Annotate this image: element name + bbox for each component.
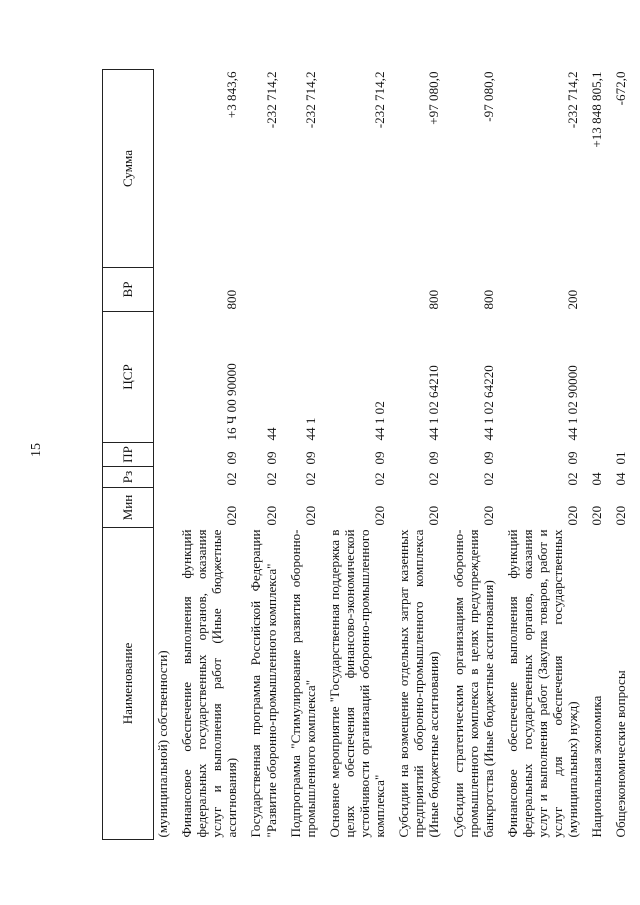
- table-row: [326, 70, 388, 840]
- row-sum: -232 714,2: [372, 71, 388, 129]
- row-pr: 09: [372, 451, 388, 465]
- row-sum: +13 848 805,1: [589, 71, 605, 148]
- row-vr: 200: [565, 289, 581, 310]
- row-min: [154, 488, 172, 528]
- row-vr: [612, 268, 629, 312]
- row-min: 020: [224, 505, 240, 526]
- row-pr: 01: [613, 451, 629, 465]
- row-min: 020: [589, 505, 605, 526]
- row-pr: 09: [224, 451, 240, 465]
- table-row: [154, 70, 172, 840]
- row-sum: -232 714,2: [565, 71, 581, 129]
- row-rz: 02: [302, 472, 318, 486]
- row-rz: 02: [565, 472, 581, 486]
- header-csr: ЦСР: [103, 312, 154, 443]
- row-sum: +97 080,0: [426, 71, 442, 125]
- table-row: [588, 70, 605, 840]
- row-pr: 09: [426, 451, 442, 465]
- row-min: 020: [565, 505, 581, 526]
- header-name: Наименование: [103, 528, 154, 840]
- row-sum: -232 714,2: [263, 71, 279, 129]
- row-name: Подпрограмма "Стимулирование развития оборонно-промышленного комплекса": [287, 529, 318, 838]
- row-rz: 04: [589, 472, 605, 486]
- row-pr: 09: [480, 451, 496, 465]
- row-sum: +3 843,6: [224, 71, 240, 119]
- row-pr: 09: [302, 451, 318, 465]
- row-csr: 44 1: [302, 417, 318, 441]
- row-rz: 04: [613, 472, 629, 486]
- row-name: (муниципальной) собственности): [155, 650, 170, 838]
- rotated-page-content: [102, 70, 629, 840]
- header-min: Мин: [103, 488, 154, 528]
- row-min: 020: [426, 505, 442, 526]
- row-name: Национальная экономика: [589, 695, 605, 838]
- row-sum: -97 080,0: [480, 71, 496, 122]
- row-rz: 02: [480, 472, 496, 486]
- table-row: [504, 70, 581, 840]
- table-row: [612, 70, 629, 840]
- table-row: [247, 70, 279, 840]
- row-name: Основное мероприятие "Государственная поддержка в целях обеспечения финансово-экономической устойчивости организаций оборонно-промышленного комплекса": [326, 529, 388, 838]
- row-min: 020: [263, 505, 279, 526]
- page-number: 15: [29, 443, 44, 457]
- row-vr: 800: [480, 289, 496, 310]
- table-row: [178, 70, 240, 840]
- table-row: [450, 70, 497, 840]
- row-sum: -232 714,2: [302, 71, 318, 129]
- row-pr: 09: [565, 451, 581, 465]
- row-name: Финансовое обеспечение выполнения функций федеральных государственных органов, оказания услуг и выполнения работ (Иные бюджетные ассигнования): [179, 529, 240, 838]
- row-vr: 800: [224, 289, 240, 310]
- header-pr: ПР: [103, 443, 154, 467]
- header-vr: ВР: [103, 268, 154, 312]
- header-sum: Сумма: [103, 70, 154, 268]
- row-pr: 09: [263, 451, 279, 465]
- row-vr: 800: [426, 289, 442, 310]
- row-vr: [588, 268, 605, 312]
- row-vr: [326, 268, 388, 312]
- row-rz: 02: [224, 472, 240, 486]
- row-vr: [247, 268, 279, 312]
- row-rz: 02: [372, 472, 388, 486]
- row-sum: [154, 70, 172, 268]
- row-csr: 16 Ч 00 90000: [224, 363, 240, 441]
- row-csr: [588, 312, 605, 443]
- row-pr: [154, 443, 172, 467]
- row-min: 020: [613, 505, 629, 526]
- row-min: 020: [372, 505, 388, 526]
- row-min: 020: [480, 505, 496, 526]
- row-sum: -672,0: [613, 71, 629, 106]
- row-name: Финансовое обеспечение выполнения функций федеральных государственных органов, оказания услуг и выполнения работ (Закупка товаров, работ и услуг для обеспечения государственных (муниципальных) нужд): [504, 529, 581, 838]
- row-name: Субсидии на возмещение отдельных затрат казенных предприятий оборонно-промышленного комплекса (Иные бюджетные ассигнования): [396, 529, 442, 838]
- header-rz: Рз: [103, 467, 154, 488]
- row-vr: [154, 268, 172, 312]
- table-row: [395, 70, 442, 840]
- row-csr: 44 1 02 64220: [480, 365, 496, 441]
- row-csr: [154, 312, 172, 443]
- row-csr: [612, 312, 629, 443]
- table-header-row: [103, 70, 154, 840]
- row-rz: 02: [263, 472, 279, 486]
- budget-table: [102, 69, 629, 840]
- table-row: [287, 70, 319, 840]
- row-csr: 44 1 02: [372, 401, 388, 441]
- row-rz: [154, 467, 172, 488]
- row-rz: 02: [426, 472, 442, 486]
- row-csr: 44 1 02 90000: [565, 365, 581, 441]
- row-name: Государственная программа Российской Федерации "Развитие оборонно-промышленного комплекса": [248, 529, 279, 838]
- row-name: Общеэкономические вопросы: [613, 670, 629, 838]
- row-vr: [287, 268, 319, 312]
- row-csr: 44 1 02 64210: [426, 365, 442, 441]
- row-pr: [588, 443, 605, 467]
- row-min: 020: [302, 505, 318, 526]
- row-csr: 44: [263, 427, 279, 441]
- row-name: Субсидии стратегическим организациям оборонно-промышленного комплекса в целях предупреждения банкротства (Иные бюджетные ассигнования): [450, 529, 496, 838]
